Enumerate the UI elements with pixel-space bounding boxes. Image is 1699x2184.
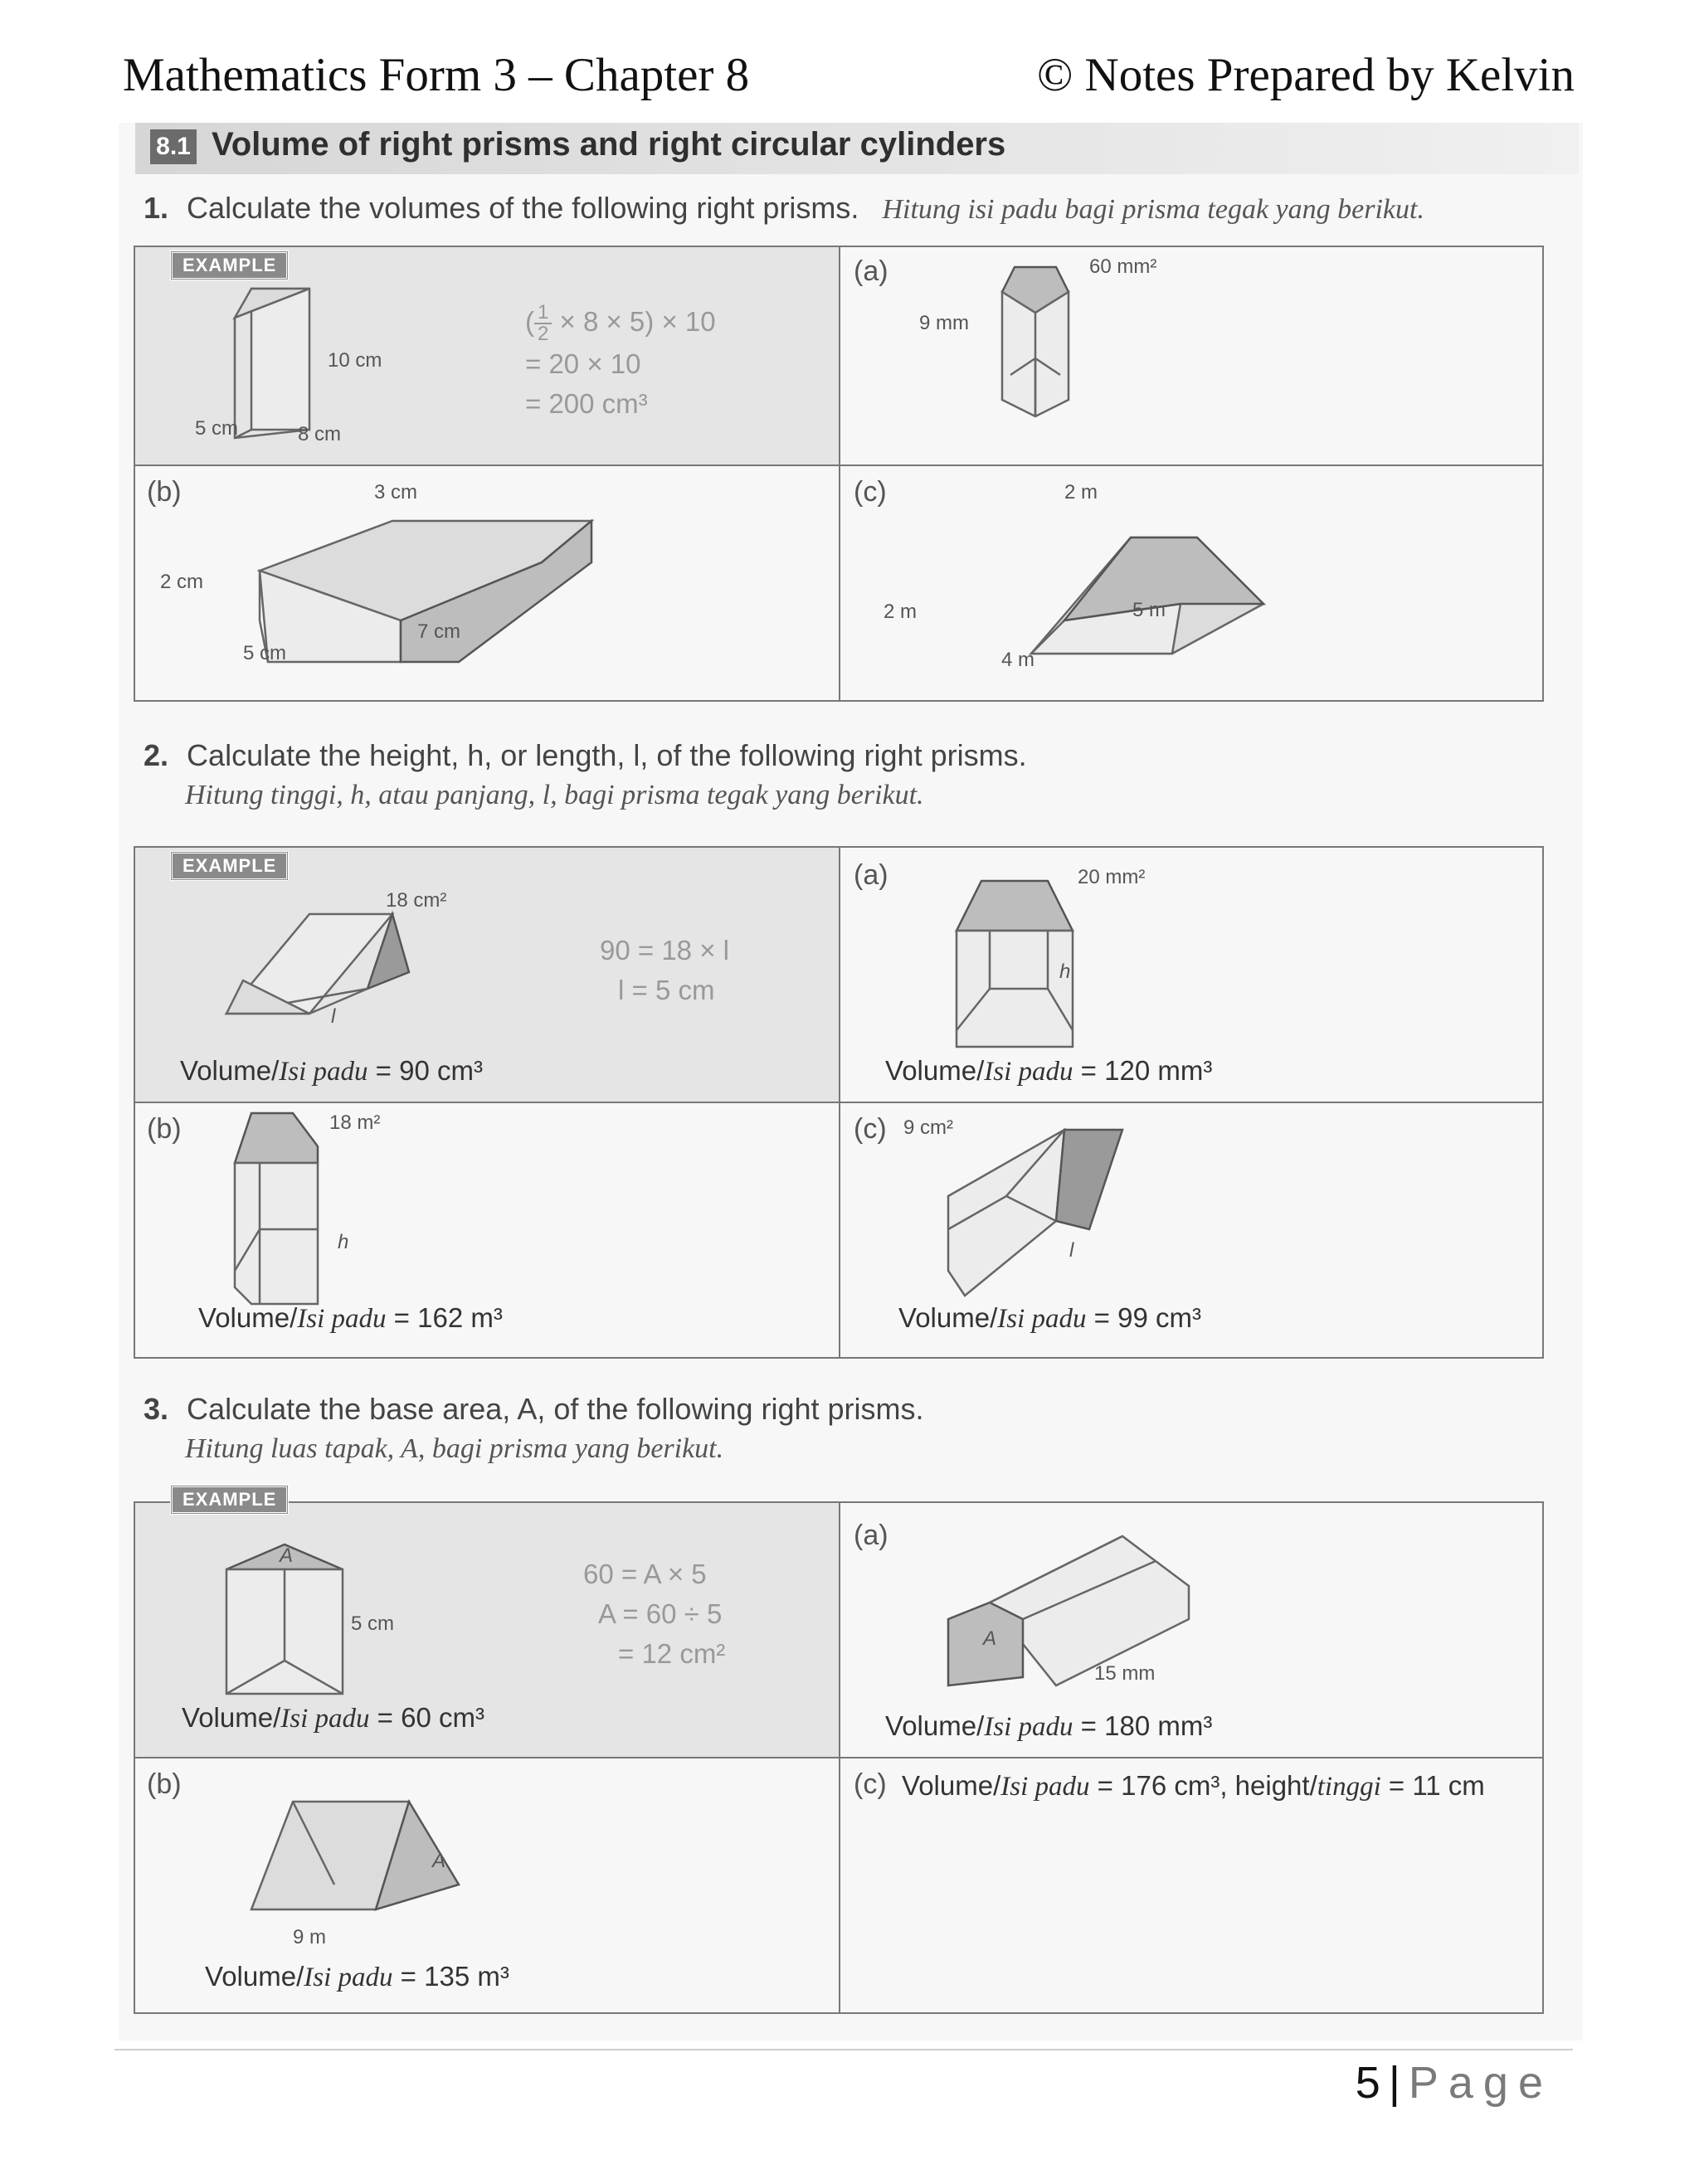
question-number: 3. [144, 1392, 169, 1426]
base-area-label: 18 cm² [386, 889, 447, 912]
vol-ms: Isi padu [997, 1304, 1087, 1334]
base-label: 5 cm [243, 642, 287, 664]
width-label: 5 cm [195, 417, 239, 440]
part-a-label: (a) [854, 1520, 888, 1551]
example-badge: EXAMPLE [170, 851, 289, 881]
question-3 [144, 1392, 924, 1465]
work-line-3: = 12 cm² [618, 1638, 726, 1669]
height-symbol: h [338, 1231, 349, 1253]
author-credit: © Notes Prepared by Kelvin [1037, 49, 1575, 101]
question-text-ms: Hitung tinggi, h, atau panjang, l, bagi prisma tegak yang berikut. [185, 780, 924, 810]
part-b-label: (b) [147, 1768, 182, 1800]
part-c-text [902, 1770, 1485, 1802]
question-2-grid [134, 846, 1544, 1359]
fraction-denominator: 2 [534, 323, 552, 344]
question-3-grid [134, 1489, 1544, 2014]
height-ms: tinggi [1317, 1772, 1381, 1802]
top-label: 3 cm [374, 481, 418, 503]
length-label: 7 cm [417, 620, 461, 643]
area-symbol: A [280, 1544, 294, 1567]
page-number [1356, 2057, 1553, 2109]
vol-ms: Isi padu [984, 1057, 1073, 1087]
height-label: 9 mm [919, 312, 969, 334]
question-text-ms: Hitung isi padu bagi prisma tegak yang berikut. [882, 194, 1424, 225]
example-working [583, 1554, 725, 1674]
footer-divider [114, 2049, 1573, 2050]
volume-label [205, 1961, 509, 1993]
work-line-2: = 20 × 10 [525, 348, 641, 380]
work-line-2: l = 5 cm [618, 975, 715, 1005]
work-line-2: A = 60 ÷ 5 [598, 1598, 723, 1629]
pentagonal-prism-figure [965, 259, 1114, 450]
length-label: 9 m [293, 1926, 327, 1948]
question-text-en: Calculate the height, h, or length, l, of the following right prisms. [187, 738, 1027, 772]
section-number: 8.1 [150, 129, 197, 164]
vol-ms: Isi padu [280, 1704, 370, 1734]
base-area-label: 18 m² [329, 1111, 381, 1134]
side-label: 2 cm [160, 571, 204, 593]
vol-ms: Isi padu [304, 1963, 393, 1992]
triangular-prism-figure [243, 1793, 492, 1943]
volume-label [885, 1710, 1212, 1743]
pentagonal-prism-figure [940, 1528, 1239, 1694]
question-text-ms: Hitung luas tapak, A, bagi prisma yang berikut. [185, 1433, 724, 1464]
worksheet-scan [119, 123, 1583, 2041]
height-label: 2 m [884, 601, 918, 623]
prism-figure [226, 1105, 359, 1312]
vol-ms: Isi padu [279, 1057, 368, 1087]
vol-value: = 135 m³ [392, 1961, 509, 1992]
length-label: 15 mm [1094, 1662, 1156, 1685]
base-label: 4 m [1001, 649, 1035, 671]
vol-value: = 180 mm³ [1073, 1710, 1213, 1741]
page-word: Page [1408, 2058, 1553, 2108]
example-working: $(\frac{1}{2} \times 8 \times 5) \times 10$ = 20 × 10 = 200 cm³ [525, 302, 716, 424]
question-1 [144, 191, 1424, 226]
vol-en: Volume/ [885, 1055, 985, 1086]
vol-en: Volume/ [902, 1770, 1001, 1801]
fraction-numerator: 1 [538, 301, 549, 324]
question-number: 1. [144, 191, 169, 225]
section-title: Volume of right prisms and right circular cylinders [212, 126, 1006, 163]
base-area-label: 9 cm² [903, 1116, 953, 1139]
volume-label [898, 1302, 1201, 1335]
area-symbol: A [983, 1627, 997, 1650]
length-symbol: l [1069, 1239, 1074, 1262]
page-separator: | [1388, 2058, 1400, 2108]
vol-value: = 162 m³ [386, 1302, 503, 1333]
trapezoidal-prism-figure [948, 864, 1114, 1063]
top-label: 2 m [1064, 481, 1098, 503]
vol-value: = 120 mm³ [1073, 1055, 1213, 1086]
section-heading [135, 123, 1579, 174]
vol-ms: Isi padu [984, 1712, 1073, 1742]
volume-label [198, 1302, 503, 1335]
vol-ms: Isi padu [1000, 1772, 1090, 1802]
base-area-label: 60 mm² [1089, 255, 1157, 278]
vol-en: Volume/ [898, 1302, 998, 1333]
page-header [0, 0, 1699, 124]
depth-label: 8 cm [298, 423, 342, 445]
vol-value: = 90 cm³ [368, 1055, 483, 1086]
vol-value: = 99 cm³ [1086, 1302, 1201, 1333]
part-c-label: (c) [854, 476, 887, 508]
question-text-en: Calculate the base area, A, of the following right prisms. [187, 1392, 924, 1426]
volume-label [885, 1055, 1212, 1087]
vol-en: Volume/ [885, 1710, 985, 1741]
question-2 [144, 738, 1027, 811]
example-working [600, 931, 729, 1010]
base-area-label: 20 mm² [1078, 866, 1146, 888]
part-b-label: (b) [147, 1113, 182, 1145]
length-symbol: l [331, 1005, 336, 1028]
length-label: 5 m [1132, 599, 1166, 621]
part-b-label: (b) [147, 476, 182, 508]
question-text-en: Calculate the volumes of the following right prisms. [187, 191, 859, 225]
area-symbol: A [432, 1850, 446, 1872]
question-1-grid [134, 246, 1544, 702]
work-line-1: 90 = 18 × l [600, 935, 729, 966]
vol-ms: Isi padu [297, 1304, 387, 1334]
volume-label [180, 1055, 483, 1087]
work-line-1: × 8 × 5) × 10 [559, 306, 716, 337]
vol-en: Volume/ [180, 1055, 280, 1086]
part-c-label: (c) [854, 1768, 887, 1800]
vol-en: Volume/ [182, 1702, 281, 1733]
height-value: = 11 cm [1380, 1770, 1485, 1801]
page-number-value: 5 [1355, 2058, 1380, 2108]
document-title: Mathematics Form 3 – Chapter 8 [123, 49, 750, 101]
vol-en: Volume/ [198, 1302, 298, 1333]
work-line-3: = 200 cm³ [525, 388, 648, 420]
vol-en: Volume/ [205, 1961, 304, 1992]
height-symbol: h [1059, 961, 1071, 983]
part-a-label: (a) [854, 859, 888, 891]
work-line-1: 60 = A × 5 [583, 1559, 707, 1589]
example-badge: EXAMPLE [170, 251, 289, 280]
example-badge: EXAMPLE [170, 1485, 289, 1515]
height-label: 10 cm [328, 349, 382, 372]
vol-value: = 176 cm³, height/ [1089, 1770, 1317, 1801]
volume-label [182, 1702, 484, 1734]
height-label: 5 cm [351, 1612, 395, 1635]
slanted-prism-figure [932, 1121, 1181, 1321]
question-number: 2. [144, 738, 169, 772]
part-c-label: (c) [854, 1113, 887, 1145]
part-a-label: (a) [854, 255, 888, 287]
vol-value: = 60 cm³ [369, 1702, 484, 1733]
